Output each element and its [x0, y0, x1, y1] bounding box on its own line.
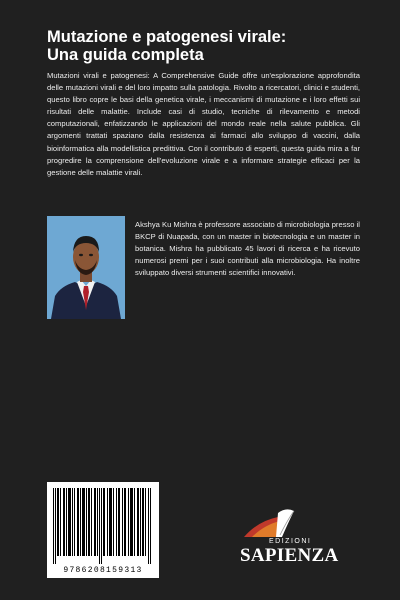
- publisher-name: SAPIENZA: [240, 545, 339, 566]
- book-description: Mutazioni virali e patogenesi: A Comprehensive Guide offre un'esplorazione approfondita delle mutazioni virali e del loro impatto sulla patologia. Rivolto a ricercatori, clinici e studenti, questo libro copre le basi della genetica virale, i meccanismi di mutazione e i loro effetti sui risultati delle malattie. Include casi di studio, tecniche di rilevamento e metodi computazionali, enfatizzando le applicazioni del mondo reale nella salute pubblica. Gli argomenti trattati spaziano dalla resistenza ai farmaci allo sviluppo di vaccini, dalla bioinformatica alla modellistica predittiva. Con il contributo di esperti, questa guida mira a far progredire la comprensione dell'evoluzione virale e a informare strategie efficaci per la gestione delle malattie virali.: [47, 71, 360, 177]
- author-portrait-icon: [47, 216, 125, 319]
- book-title: [47, 28, 367, 64]
- author-bio: Akshya Ku Mishra è professore associato di microbiologia presso il BKCP di Nuapada, con un master in biotecnologia e un master in botanica. Mishra ha pubblicato 45 lavori di ricerca e ha ricevuto numerosi premi per i suoi contributi alla microbiologia. Ha inoltre sviluppato diversi strumenti scientifici innovativi.: [135, 220, 360, 278]
- barcode: [47, 482, 159, 578]
- title-line-2: Una guida completa: [47, 46, 204, 64]
- publisher-line-edizioni: EDIZIONI: [269, 538, 312, 545]
- barcode-icon: [53, 488, 153, 564]
- title-line-1: Mutazione e patogenesi virale:: [47, 28, 287, 46]
- isbn-number: 9786208159313: [63, 566, 143, 575]
- author-photo: [47, 216, 125, 319]
